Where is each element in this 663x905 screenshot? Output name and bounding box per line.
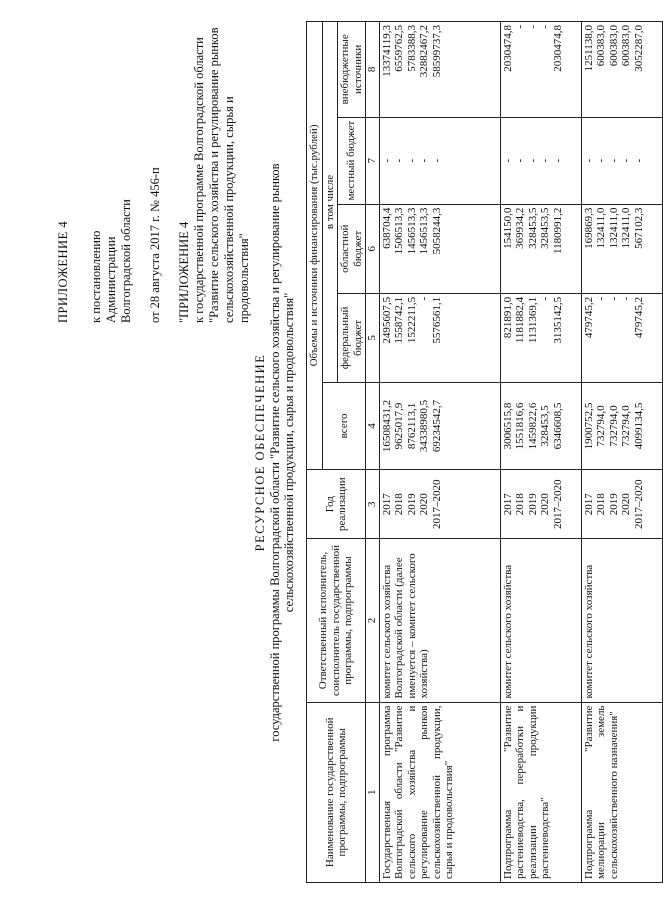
total-cell xyxy=(500,382,581,469)
extrabudget-cell xyxy=(500,22,581,118)
federal-cell xyxy=(581,293,662,382)
col-number: 3 xyxy=(366,469,380,539)
year-cell xyxy=(581,469,662,539)
document-subtitle: государственной программы Волгоградской области "Развитие сельского хозяйства и регулирование рынков xyxy=(268,163,282,742)
program-name-cell-text: Государственная программа Волгоградской области "Развитие сельского хозяйства и регулирование рынков сельскохозяйственной продукции, сырья и продовольствия" xyxy=(380,705,455,879)
header-year: Год реализации xyxy=(307,469,366,539)
regional-cell-values: 638704,4 1506513,3 1456513,3 1456513,3 5058244,3 xyxy=(380,207,443,255)
col-number: 2 xyxy=(366,539,380,702)
executor-cell xyxy=(379,539,500,702)
col-number: 8 xyxy=(366,22,380,118)
federal-cell-values: 821891,0 1181882,4 1131369,1 - 3135142,5 xyxy=(501,296,564,344)
header-total: всего xyxy=(322,382,366,469)
regional-cell xyxy=(379,204,500,293)
extrabudget-cell-values: 13374119,3 6559762,5 5783388,3 32882467,2 58599737,3 xyxy=(380,25,443,78)
total-cell-values: 16508431,2 9625017,9 8762113,1 34338980,5 69234542,7 xyxy=(380,399,443,453)
executor-cell-text: комитет сельского хозяйства Волгоградской области (далее именуется – комитет сельского хозяйства) xyxy=(380,553,430,699)
header-regional: областной бюджет xyxy=(338,204,366,293)
program-name-cell xyxy=(500,702,581,882)
regional-cell xyxy=(500,204,581,293)
header-extrabudget: внебюджетные источники xyxy=(338,22,366,118)
local-cell-values: - - - - - xyxy=(582,158,645,163)
quote-line: "Развитие сельского хозяйства и регулирование рынков xyxy=(207,27,221,323)
local-cell-values: - - - - - xyxy=(380,158,443,163)
appendix-line: к постановлению xyxy=(89,230,103,323)
year-cell xyxy=(500,469,581,539)
year-cell xyxy=(379,469,500,539)
document-title: РЕСУРСНОЕ ОБЕСПЕЧЕНИЕ xyxy=(253,353,267,552)
quote-line: сельскохозяйственной продукции, сырья и продовольствия" xyxy=(222,96,251,323)
total-cell-values: 1900752,5 732794,0 732794,0 732794,0 4099134,5 xyxy=(582,402,645,450)
header-federal: федеральный бюджет xyxy=(338,293,366,382)
local-cell xyxy=(379,117,500,204)
federal-cell-values: 479745,2 - - - 479745,2 xyxy=(582,296,645,339)
header-including: в том числе xyxy=(322,22,338,383)
executor-cell-text: комитет сельского хозяйства xyxy=(582,564,595,699)
local-cell-values: - - - - - xyxy=(501,158,564,163)
extrabudget-cell-values: 1251138,0 600383,0 600383,0 600383,0 3052287,0 xyxy=(582,25,645,72)
program-name-cell-text: Подпрограмма "Развитие растениеводства, переработки и реализации продукции растениеводства" xyxy=(501,705,551,879)
federal-cell-values: 2495607,5 1558742,1 1522211,5 - 5576561,1 xyxy=(380,296,443,344)
header-local: местный бюджет xyxy=(338,117,366,204)
year-cell-values: 2017 2018 2019 2020 2017–2020 xyxy=(582,479,645,529)
header-volumes: Объемы и источники финансирования (тыс.рублей) xyxy=(307,22,323,470)
total-cell xyxy=(379,382,500,469)
extrabudget-cell xyxy=(379,22,500,118)
col-number: 7 xyxy=(366,117,380,204)
col-number: 4 xyxy=(366,382,380,469)
col-number: 6 xyxy=(366,204,380,293)
table-row xyxy=(500,22,581,883)
col-number: 1 xyxy=(366,702,380,882)
appendix-line: Администрации xyxy=(104,236,118,323)
regional-cell xyxy=(581,204,662,293)
regional-cell-values: 154150,0 369934,2 328453,5 328453,5 1180991,2 xyxy=(501,207,564,255)
federal-cell xyxy=(379,293,500,382)
table-body xyxy=(379,22,662,883)
regional-cell-values: 169869,3 132411,0 132411,0 132411,0 567102,3 xyxy=(582,207,645,249)
header-name: Наименование государственной программы, подпрограммы xyxy=(307,702,366,882)
federal-cell xyxy=(500,293,581,382)
program-name-cell xyxy=(581,702,662,882)
table-row xyxy=(379,22,500,883)
appendix-header xyxy=(56,23,252,323)
resource-table xyxy=(306,21,663,883)
document-subtitle-2: сельскохозяйственной продукции, сырья и продовольствия" xyxy=(282,292,296,613)
col-number: 5 xyxy=(366,293,380,382)
appendix-line: Волгоградской области xyxy=(119,199,133,323)
header-executor: Ответственный исполнитель, соисполнитель государственной программы, подпрограммы xyxy=(307,539,366,702)
executor-cell-text: комитет сельского хозяйства xyxy=(501,564,514,699)
program-name-cell xyxy=(379,702,500,882)
extrabudget-cell-values: 2030474,8 - - - 2030474,8 xyxy=(501,25,564,72)
local-cell xyxy=(500,117,581,204)
local-cell xyxy=(581,117,662,204)
table-row xyxy=(581,22,662,883)
executor-cell xyxy=(500,539,581,702)
year-cell-values: 2017 2018 2019 2020 2017–2020 xyxy=(501,479,564,529)
executor-cell xyxy=(581,539,662,702)
quote-title: "ПРИЛОЖЕНИЕ 4 xyxy=(177,221,191,323)
year-cell-values: 2017 2018 2019 2020 2017–2020 xyxy=(380,479,443,529)
appendix-date: от 28 августа 2017 г. № 456-п xyxy=(148,167,162,323)
quote-line: к государственной программе Волгоградской области xyxy=(192,37,206,323)
program-name-cell-text: Подпрограмма "Развитие мелиорации земель сельскохозяйственного назначения" xyxy=(582,705,620,879)
extrabudget-cell xyxy=(581,22,662,118)
total-cell-values: 3006515,8 1551816,6 1459822,6 328453,5 6346608,5 xyxy=(501,402,564,450)
appendix-title: ПРИЛОЖЕНИЕ 4 xyxy=(56,220,70,323)
total-cell xyxy=(581,382,662,469)
